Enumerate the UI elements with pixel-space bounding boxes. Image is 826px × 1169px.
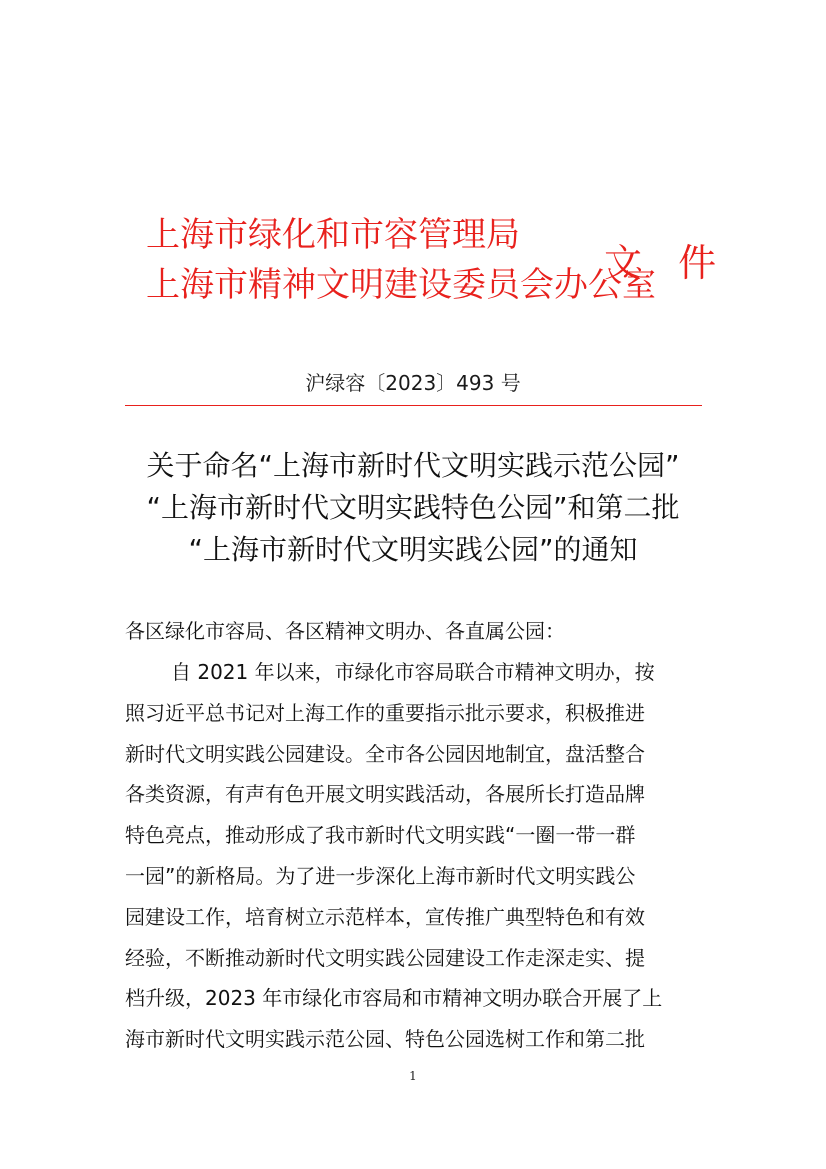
body-line: 特色亮点，推动形成了我市新时代文明实践“一圈一带一群	[125, 823, 636, 848]
body-line: 园建设工作，培育树立示范样本，宣传推广典型特色和有效	[125, 904, 645, 929]
issuer-names	[146, 210, 656, 310]
body-line: 经验，不断推动新时代文明实践公园建设工作走深走实、提	[125, 945, 645, 970]
red-divider	[125, 405, 702, 406]
title-line-2: “上海市新时代文明实践特色公园”和第二批	[146, 491, 680, 524]
body-text	[125, 652, 705, 1060]
page-number: 1	[409, 1069, 417, 1083]
body-line: 照习近平总书记对上海工作的重要指示批示要求，积极推进	[125, 700, 645, 725]
body-line: 一园”的新格局。为了进一步深化上海市新时代文明实践公	[125, 863, 636, 888]
salutation: 各区绿化市容局、各区精神文明办、各直属公园：	[125, 619, 565, 643]
issuer-line-2: 上海市精神文明建设委员会办公室	[146, 265, 656, 305]
body-line: 海市新时代文明实践示范公园、特色公园选树工作和第二批	[125, 1027, 645, 1052]
notice-title	[0, 445, 826, 571]
body-line: 自 2021 年以来，市绿化市容局联合市精神文明办，按	[171, 660, 655, 684]
document-word: 文 件	[604, 241, 729, 285]
document-number: 沪绿容〔2023〕493 号	[305, 371, 521, 395]
body-line: 新时代文明实践公园建设。全市各公园因地制宜，盘活整合	[125, 741, 645, 766]
issuer-line-1: 上海市绿化和市容管理局	[146, 215, 520, 255]
title-line-3: “上海市新时代文明实践公园”的通知	[188, 533, 638, 566]
body-line: 各类资源，有声有色开展文明实践活动，各展所长打造品牌	[125, 782, 645, 807]
body-line: 档升级，2023 年市绿化市容局和市精神文明办联合开展了上	[125, 986, 663, 1011]
title-line-1: 关于命名“上海市新时代文明实践示范公园”	[146, 449, 680, 482]
